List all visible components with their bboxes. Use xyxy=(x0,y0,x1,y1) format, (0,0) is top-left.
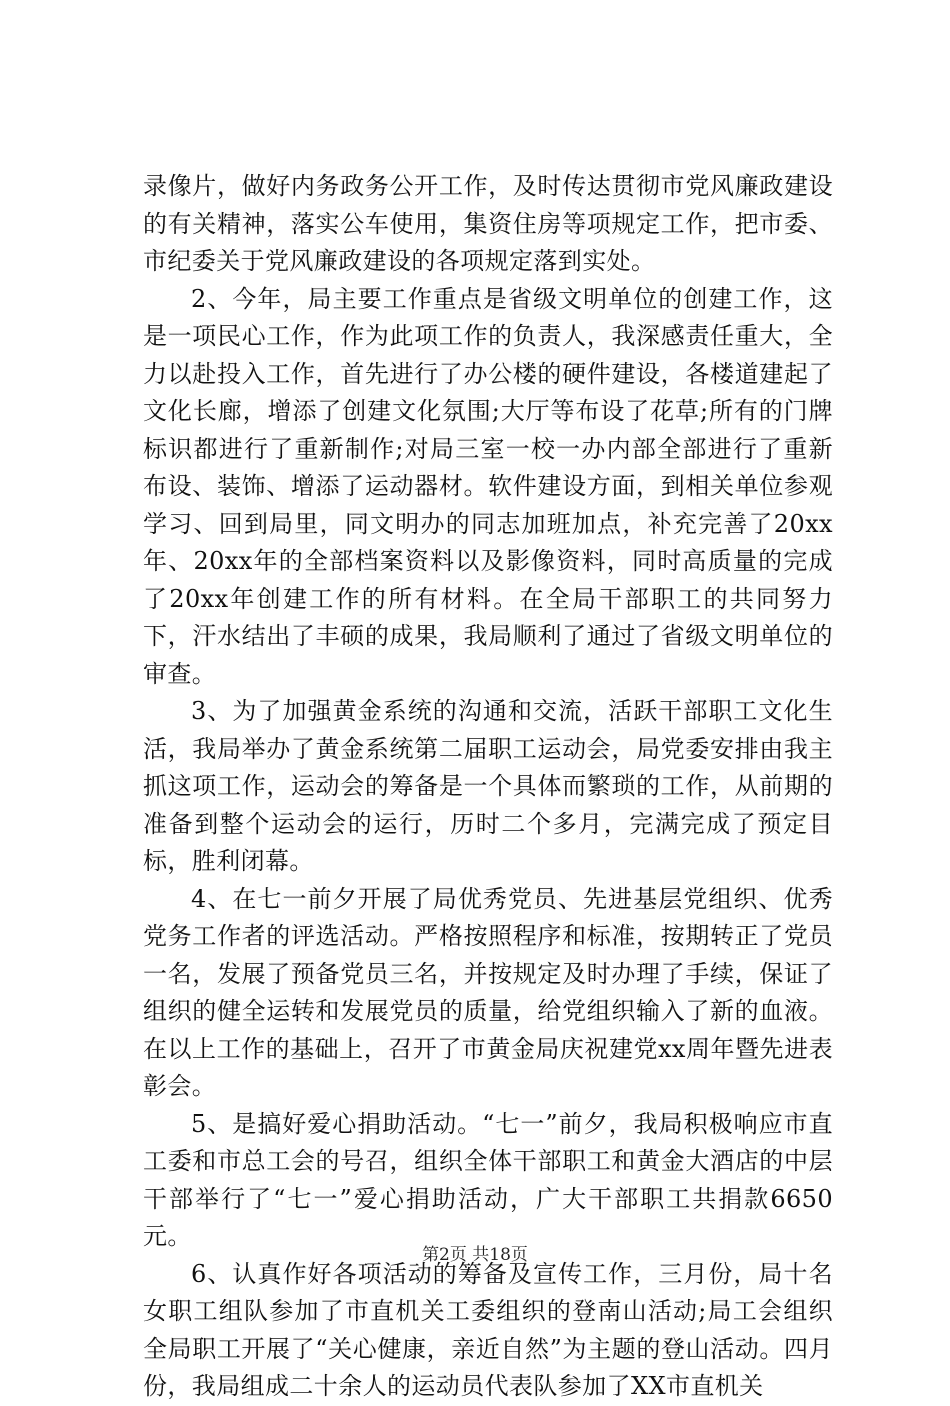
paragraph-item-6: 6、认真作好各项活动的筹备及宣传工作，三月份，局十名女职工组队参加了市直机关工委组织的登南山活动;局工会组织全局职工开展了“关心健康，亲近自然”为主题的登山活动。四月份，我局组成二十余人的运动员代表队参加了XX市直机关 xyxy=(143,1259,833,1400)
paragraph-item-4: 4、在七一前夕开展了局优秀党员、先进基层党组织、优秀党务工作者的评选活动。严格按照程序和标准，按期转正了党员一名，发展了预备党员三名，并按规定及时办理了手续，保证了组织的健全运转和发展党员的质量，给党组织输入了新的血液。在以上工作的基础上，召开了市黄金局庆祝建党xx周年暨先进表彰会。 xyxy=(143,884,833,1100)
paragraph-item-3: 3、为了加强黄金系统的沟通和交流，活跃干部职工文化生活，我局举办了黄金系统第二届职工运动会，局党委安排由我主抓这项工作，运动会的筹备是一个具体而繁琐的工作，从前期的准备到整个运动会的运行，历时二个多月，完满完成了预定目标，胜利闭幕。 xyxy=(143,697,833,875)
paragraph-item-5: 5、是搞好爱心捐助活动。“七一”前夕，我局积极响应市直工委和市总工会的号召，组织全体干部职工和黄金大酒店的中层干部举行了“七一”爱心捐助活动，广大干部职工共捐款6650元。 xyxy=(143,1109,833,1250)
document-body xyxy=(143,168,833,1406)
paragraph-item-2: 2、今年，局主要工作重点是省级文明单位的创建工作，这是一项民心工作，作为此项工作的负责人，我深感责任重大，全力以赴投入工作，首先进行了办公楼的硬件建设，各楼道建起了文化长廊，增添了创建文化氛围;大厅等布设了花草;所有的门牌标识都进行了重新制作;对局三室一校一办内部全部进行了重新布设、装饰、增添了运动器材。软件建设方面，到相关单位参观学习、回到局里，同文明办的同志加班加点，补充完善了20xx年、20xx年的全部档案资料以及影像资料，同时高质量的完成了20xx年创建工作的所有材料。在全局干部职工的共同努力下，汗水结出了丰硕的成果，我局顺利了通过了省级文明单位的审查。 xyxy=(143,284,833,688)
page-footer: 第2页 共18页 xyxy=(422,1245,528,1265)
paragraph-continuation: 录像片，做好内务政务公开工作，及时传达贯彻市党风廉政建设的有关精神，落实公车使用，集资住房等项规定工作，把市委、市纪委关于党风廉政建设的各项规定落到实处。 xyxy=(143,172,833,275)
